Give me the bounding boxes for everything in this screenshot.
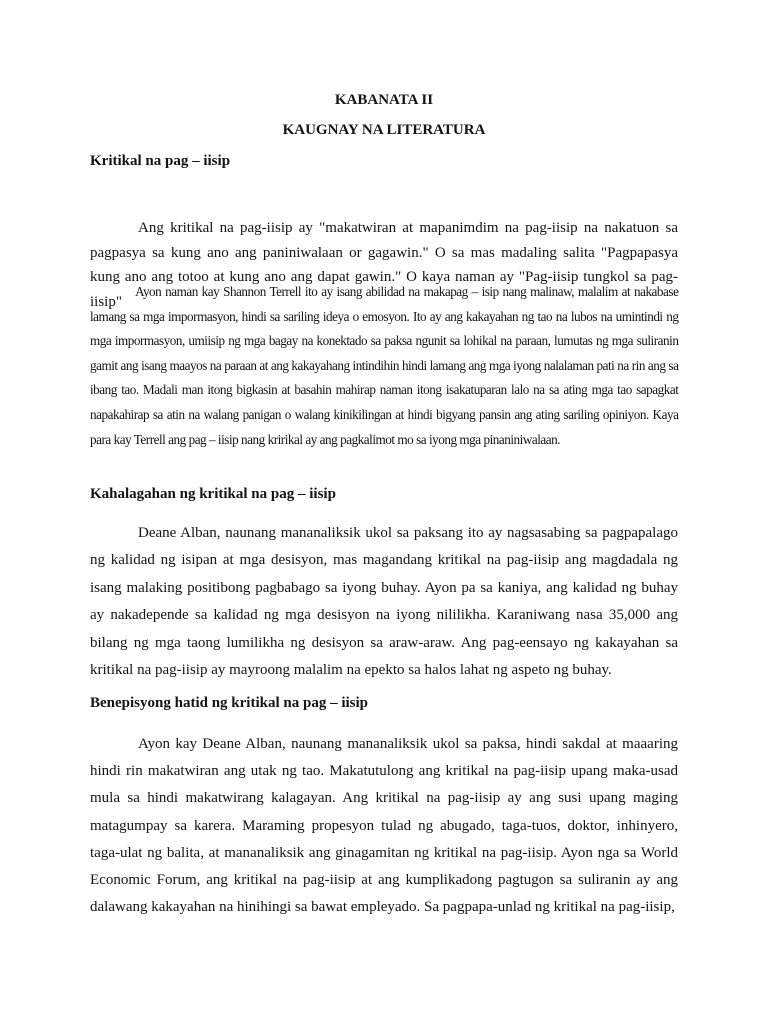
section-title: KAUGNAY NA LITERATURA (282, 122, 486, 138)
paragraph-definition: Ang kritikal na pag-iisip ay "makatwiran at mapanimdim na pag-iisip na nakatuon sa pagpasya sa kung ano ang paniniwalaan or gagawin." O sa mas madaling salita "Pagpapasya kung ano ang totoo at kung ano ang dapat gawin." O kaya naman ay "Pag-iisip tungkol sa pag-iisip" (90, 220, 678, 310)
chapter-title: KABANATA II (334, 92, 434, 108)
paragraph-deane-alban-importance: Deane Alban, naunang mananaliksik ukol sa paksang ito ay nagsasabing sa pagpapalago ng kalidad ng isipan at mga desisyon, mas magandang kritikal na pag-iisip ang magdadala ng isang malaking positibong pagbabago sa iyong buhay. Ayon pa sa kaniya, ang kalidad ng buhay ay nakadepende sa kalidad ng mga desisyon na iyong nililikha. Karaniwang nasa 35,000 ang bilang ng mga taong lumilikha ng desisyon sa araw-araw. Ang pag-eensayo ng kakayahan sa kritikal na pag-iisip ay mayroong malalim na epekto sa halos lahat ng aspeto ng buhay. (90, 525, 678, 679)
heading-benepisyo: Benepisyong hatid ng kritikal na pag – iisip (90, 695, 368, 711)
paragraph-shannon-terrell: Ayon naman kay Shannon Terrell ito ay isang abilidad na makapag – isip nang malinaw, malalim at nakabase lamang sa mga impormasyon, hindi sa sariling ideya o emosyon. Ito ay ang kakayahan ng tao na lubos na umintindi ng mga impormasyon, umiisip ng mga bagay na konektado sa paksa ngunit sa lohikal na paraan, lumutas ng mga suliranin gamit ang isang maayos na paraan at ang kakayahang intindihin hindi lamang ang mga iyong nalalaman pati na rin ang sa ibang tao. Madali man itong bigkasin at basahin mahirap naman itong isakatuparan lalo na sa ating mga tao sapagkat napakahirap sa atin na walang panigan o walang kinikilingan at hindi bigyang pansin ang ating sariling opiniyon. Kaya para kay Terrell ang pag – iisip nang kririkal ay ang pagkalimot mo sa iyong mga pinaniniwalaan. (90, 285, 679, 448)
paragraph-deane-alban-benefits: Ayon kay Deane Alban, naunang mananaliksik ukol sa paksa, hindi sakdal at maaaring hindi rin makatwiran ang utak ng tao. Makatutulong ang kritikal na pag-iisip upang maka-usad mula sa hindi makatwirang kalagayan. Ang kritikal na pag-iisip ay ang susi upang maging matagumpay sa karera. Maraming propesyon tulad ng abugado, taga-tuos, doktor, inhinyero, taga-ulat ng balita, at mananaliksik ang ginagamitan ng kritikal na pag-iisip. Ayon nga sa World Economic Forum, ang kritikal na pag-iisip at ang kumplikadong pagtugon sa suliranin ay ang dalawang kakayahan na hinihingi sa bawat empleyado. Sa pagpapa-unlad ng kritikal na pag-iisip, (90, 736, 678, 916)
heading-kahalagahan: Kahalagahan ng kritikal na pag – iisip (90, 486, 336, 502)
heading-kritikal-na-pag-iisip: Kritikal na pag – iisip (90, 153, 231, 169)
